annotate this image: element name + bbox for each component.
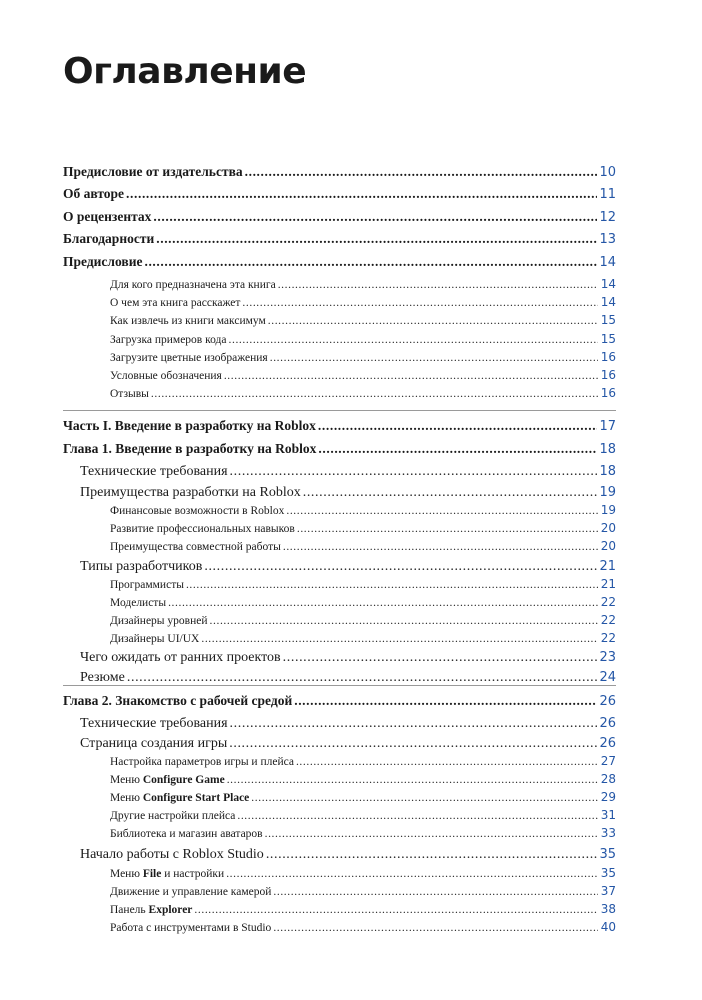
toc-entry-title <box>63 441 316 457</box>
dot-leader <box>297 523 598 535</box>
toc-entry-title-part: Глава 1. Введение в разработку на Roblox <box>63 441 317 456</box>
toc-entry-title <box>110 352 268 364</box>
toc-entry-title <box>110 756 294 768</box>
toc-entry-page-number[interactable]: 18 <box>599 442 616 457</box>
toc-entry-level-3[interactable] <box>110 577 616 595</box>
toc-entry-title-part: Технические требования <box>80 716 228 731</box>
toc-entry-page-number[interactable]: 20 <box>600 539 616 553</box>
toc-entry-title-part: Меню <box>110 792 143 804</box>
toc-entry-title-part: Развитие профессиональных навыков <box>110 523 295 535</box>
dot-leader <box>273 922 598 934</box>
toc-entry-level-3[interactable] <box>110 295 616 313</box>
toc-entry-page-number[interactable]: 37 <box>600 884 616 898</box>
page-title: Оглавление <box>63 51 307 92</box>
toc-entry-level-2[interactable] <box>80 736 616 754</box>
toc-entry-title-part: Резюме <box>80 670 125 685</box>
toc-entry-title-part: Меню <box>110 868 143 880</box>
toc-entry-level-3[interactable] <box>110 595 616 613</box>
toc-entry-level-3[interactable] <box>110 613 616 631</box>
dot-leader <box>266 847 598 863</box>
dot-leader <box>126 186 597 202</box>
dot-leader <box>194 904 598 916</box>
toc-entry-level-3[interactable] <box>110 539 616 557</box>
toc-entry-level-1[interactable] <box>63 164 616 182</box>
toc-entry-title <box>110 334 227 346</box>
toc-entry-page-number[interactable]: 11 <box>599 187 616 202</box>
dot-leader <box>156 231 597 247</box>
toc-entry-page-number[interactable]: 19 <box>599 485 616 500</box>
dot-leader <box>245 164 598 180</box>
toc-entry-page-number[interactable]: 10 <box>599 165 616 180</box>
toc-entry-level-2[interactable] <box>80 650 616 668</box>
toc-entry-title <box>63 186 124 202</box>
toc-entry-page-number[interactable]: 24 <box>599 670 616 685</box>
toc-entry-title <box>110 886 271 898</box>
toc-entry-title-part: Благодарности <box>63 231 155 246</box>
dot-leader <box>186 579 598 591</box>
toc-entry-title-bold-part: File <box>142 868 162 880</box>
toc-entry-title-part: Загрузите цветные изображения <box>110 352 268 364</box>
toc-entry-level-3[interactable] <box>110 313 616 331</box>
toc-entry-title-bold-part: Configure Game <box>142 774 225 786</box>
toc-entry-level-3[interactable] <box>110 503 616 521</box>
dot-leader <box>144 254 597 270</box>
toc-entry-page-number[interactable]: 29 <box>600 790 616 804</box>
toc-entry-title-part: Предисловие от издательства <box>63 164 243 179</box>
toc-entry-title <box>110 904 192 916</box>
toc-entry-title-part: Меню <box>110 774 143 786</box>
toc-entry-level-3[interactable] <box>110 920 616 938</box>
toc-entry-title-part: Преимущества разработки на Roblox <box>80 485 301 500</box>
toc-entry-title <box>63 209 151 225</box>
toc-entry-level-2[interactable] <box>80 716 616 734</box>
dot-leader <box>268 315 598 327</box>
toc-entry-title <box>110 541 281 553</box>
toc-entry-level-1[interactable] <box>63 441 616 459</box>
toc-entry-level-1[interactable] <box>63 418 616 436</box>
toc-entry-title <box>110 868 224 880</box>
toc-entry-level-3[interactable] <box>110 277 616 295</box>
toc-entry-page-number[interactable]: 21 <box>599 559 616 574</box>
toc-entry-title-part: Отзывы <box>110 388 149 400</box>
dot-leader <box>278 279 598 291</box>
toc-entry-level-3[interactable] <box>110 754 616 772</box>
dot-leader <box>318 418 598 434</box>
toc-entry-title <box>110 828 263 840</box>
toc-entry-title-bold-part: Configure Start Place <box>142 792 250 804</box>
toc-entry-page-number[interactable]: 15 <box>600 313 616 327</box>
toc-entry-title <box>110 388 149 400</box>
toc-entry-level-1[interactable] <box>63 186 616 204</box>
toc-entry-title <box>110 505 284 517</box>
toc-entry-title-part: Глава 2. Знакомство с рабочей средой <box>63 693 293 708</box>
toc-entry-level-3[interactable] <box>110 808 616 826</box>
toc-entry-page-number[interactable]: 22 <box>600 613 616 627</box>
toc-entry-title-part: Библиотека и магазин аватаров <box>110 828 263 840</box>
toc-entry-title <box>80 670 125 686</box>
toc-entry-title <box>110 615 208 627</box>
toc-entry-title <box>110 523 295 535</box>
dot-leader <box>283 541 598 553</box>
toc-entry-title-part: Загрузка примеров кода <box>110 334 227 346</box>
toc-entry-level-1[interactable] <box>63 209 616 227</box>
toc-entry-page-number[interactable]: 19 <box>600 503 616 517</box>
toc-entry-level-3[interactable] <box>110 826 616 844</box>
dot-leader <box>283 650 598 666</box>
dot-leader <box>151 388 598 400</box>
toc-entry-title-part: Часть I. Введение в разработку на Roblox <box>63 418 316 433</box>
toc-entry-page-number[interactable]: 26 <box>599 694 616 709</box>
toc-entry-title-part: Чего ожидать от ранних проектов <box>80 650 281 665</box>
toc-entry-page-number[interactable]: 16 <box>600 386 616 400</box>
toc-entry-title <box>80 464 228 480</box>
toc-entry-title <box>110 279 276 291</box>
toc-entry-title <box>110 774 225 786</box>
toc-entry-title-part: Моделисты <box>110 597 167 609</box>
toc-entry-page-number[interactable]: 14 <box>599 255 616 270</box>
toc-entry-level-1[interactable] <box>63 231 616 249</box>
toc-entry-title-part: Страница создания игры <box>80 736 228 751</box>
toc-entry-level-2[interactable] <box>80 559 616 577</box>
dot-leader <box>294 693 597 709</box>
dot-leader <box>229 334 599 346</box>
toc-entry-title-part: Работа с инструментами в Studio <box>110 922 272 934</box>
toc-entry-level-3[interactable] <box>110 332 616 350</box>
toc-entry-page-number[interactable]: 27 <box>600 754 616 768</box>
toc-entry-page-number[interactable]: 35 <box>600 866 616 880</box>
toc-entry-title <box>63 164 243 180</box>
toc-entry-page-number[interactable]: 38 <box>600 902 616 916</box>
toc-entry-title <box>110 597 166 609</box>
toc-entry-title <box>80 559 202 575</box>
toc-entry-title-part: Панель <box>110 904 149 916</box>
toc-entry-title-part: Дизайнеры UI/UX <box>110 633 200 645</box>
section-divider <box>63 685 616 686</box>
toc-entry-title <box>80 716 228 732</box>
toc-entry-title-part: О чем эта книга расскажет <box>110 297 241 309</box>
toc-entry-level-2[interactable] <box>80 485 616 503</box>
toc-entry-level-1[interactable] <box>63 254 616 272</box>
toc-entry-title-part: Предисловие <box>63 254 143 269</box>
toc-entry-level-2[interactable] <box>80 464 616 482</box>
dot-leader <box>270 352 598 364</box>
toc-entry-title <box>110 792 249 804</box>
toc-entry-title <box>80 847 264 863</box>
dot-leader <box>265 828 598 840</box>
dot-leader <box>273 886 598 898</box>
dot-leader <box>230 716 598 732</box>
toc-entry-page-number[interactable]: 17 <box>599 419 616 434</box>
toc-entry-title-part: Преимущества совместной работы <box>110 541 281 553</box>
toc-entry-title-part: Технические требования <box>80 464 228 479</box>
toc-entry-title <box>80 650 281 666</box>
dot-leader <box>168 597 598 609</box>
dot-leader <box>251 792 598 804</box>
toc-entry-title-part: Как извлечь из книги максимум <box>110 315 266 327</box>
toc-entry-title <box>110 810 235 822</box>
toc-entry-title <box>80 485 301 501</box>
toc-entry-page-number[interactable]: 33 <box>600 826 616 840</box>
toc-entry-level-3[interactable] <box>110 350 616 368</box>
dot-leader <box>227 774 598 786</box>
toc-entry-level-3[interactable] <box>110 386 616 404</box>
toc-entry-page-number[interactable]: 14 <box>600 277 616 291</box>
toc-entry-page-number[interactable]: 22 <box>600 631 616 645</box>
toc-entry-page-number[interactable]: 14 <box>600 295 616 309</box>
toc-entry-title-part: Другие настройки плейса <box>110 810 236 822</box>
toc-entry-page-number[interactable]: 40 <box>600 920 616 934</box>
toc-entry-level-3[interactable] <box>110 902 616 920</box>
toc-entry-level-3[interactable] <box>110 368 616 386</box>
toc-entry-title <box>63 418 316 434</box>
toc-entry-title-part: Условные обозначения <box>110 370 222 382</box>
toc-entry-page-number[interactable]: 18 <box>599 464 616 479</box>
toc-entry-title <box>110 297 240 309</box>
dot-leader <box>296 756 598 768</box>
toc-entry-title <box>110 315 266 327</box>
toc-entry-page-number[interactable]: 26 <box>599 716 616 731</box>
toc-entry-title <box>80 736 227 752</box>
toc-entry-title <box>110 370 222 382</box>
toc-entry-level-3[interactable] <box>110 521 616 539</box>
dot-leader <box>286 505 598 517</box>
toc-entry-level-3[interactable] <box>110 631 616 649</box>
toc-entry-title-part: Для кого предназначена эта книга <box>110 279 276 291</box>
dot-leader <box>204 559 597 575</box>
toc-entry-page-number[interactable]: 28 <box>600 772 616 786</box>
dot-leader <box>127 670 598 686</box>
toc-entry-level-3[interactable] <box>110 884 616 902</box>
toc-entry-page-number[interactable]: 22 <box>600 595 616 609</box>
toc-entry-title <box>110 579 184 591</box>
toc-entry-title-part: Настройка параметров игры и плейса <box>110 756 294 768</box>
toc-entry-page-number[interactable]: 12 <box>599 210 616 225</box>
toc-entry-page-number[interactable]: 13 <box>599 232 616 247</box>
dot-leader <box>153 209 597 225</box>
toc-entry-title-bold-part: Explorer <box>148 904 193 916</box>
toc-entry-level-1[interactable] <box>63 693 616 711</box>
toc-entry-page-number[interactable]: 16 <box>600 368 616 382</box>
section-divider <box>63 410 616 411</box>
toc-entry-title-part: Движение и управление камерой <box>110 886 272 898</box>
dot-leader <box>224 370 598 382</box>
toc-entry-title-part: О рецензентах <box>63 209 152 224</box>
toc-entry-title <box>110 922 271 934</box>
dot-leader <box>210 615 598 627</box>
toc-entry-page-number[interactable]: 26 <box>599 736 616 751</box>
toc-entry-title-part: Программисты <box>110 579 184 591</box>
toc-entry-level-3[interactable] <box>110 866 616 884</box>
toc-entry-title <box>63 254 142 270</box>
dot-leader <box>303 485 598 501</box>
toc-entry-page-number[interactable]: 20 <box>600 521 616 535</box>
dot-leader <box>237 810 598 822</box>
toc-entry-page-number[interactable]: 16 <box>600 350 616 364</box>
dot-leader <box>229 736 597 752</box>
toc-entry-page-number[interactable]: 31 <box>600 808 616 822</box>
toc-entry-title-part: Об авторе <box>63 186 125 201</box>
dot-leader <box>230 464 598 480</box>
toc-entry-level-2[interactable] <box>80 847 616 865</box>
toc-entry-title-part: Финансовые возможности в Roblox <box>110 505 285 517</box>
toc-entry-title <box>63 231 154 247</box>
toc-entry-title-part: и настройки <box>161 868 225 880</box>
dot-leader <box>201 633 598 645</box>
toc-entry-page-number[interactable]: 23 <box>599 650 616 665</box>
dot-leader <box>226 868 598 880</box>
toc-entry-page-number[interactable]: 15 <box>600 332 616 346</box>
toc-entry-title <box>110 633 199 645</box>
toc-entry-page-number[interactable]: 21 <box>600 577 616 591</box>
dot-leader <box>318 441 597 457</box>
dot-leader <box>242 297 598 309</box>
toc-entry-level-3[interactable] <box>110 790 616 808</box>
toc-entry-title-part: Начало работы с Roblox Studio <box>80 847 264 862</box>
toc-entry-title-part: Типы разработчиков <box>80 559 203 574</box>
toc-entry-title <box>63 693 292 709</box>
toc-entry-title-part: Дизайнеры уровней <box>110 615 208 627</box>
toc-entry-page-number[interactable]: 35 <box>599 847 616 862</box>
toc-entry-level-3[interactable] <box>110 772 616 790</box>
